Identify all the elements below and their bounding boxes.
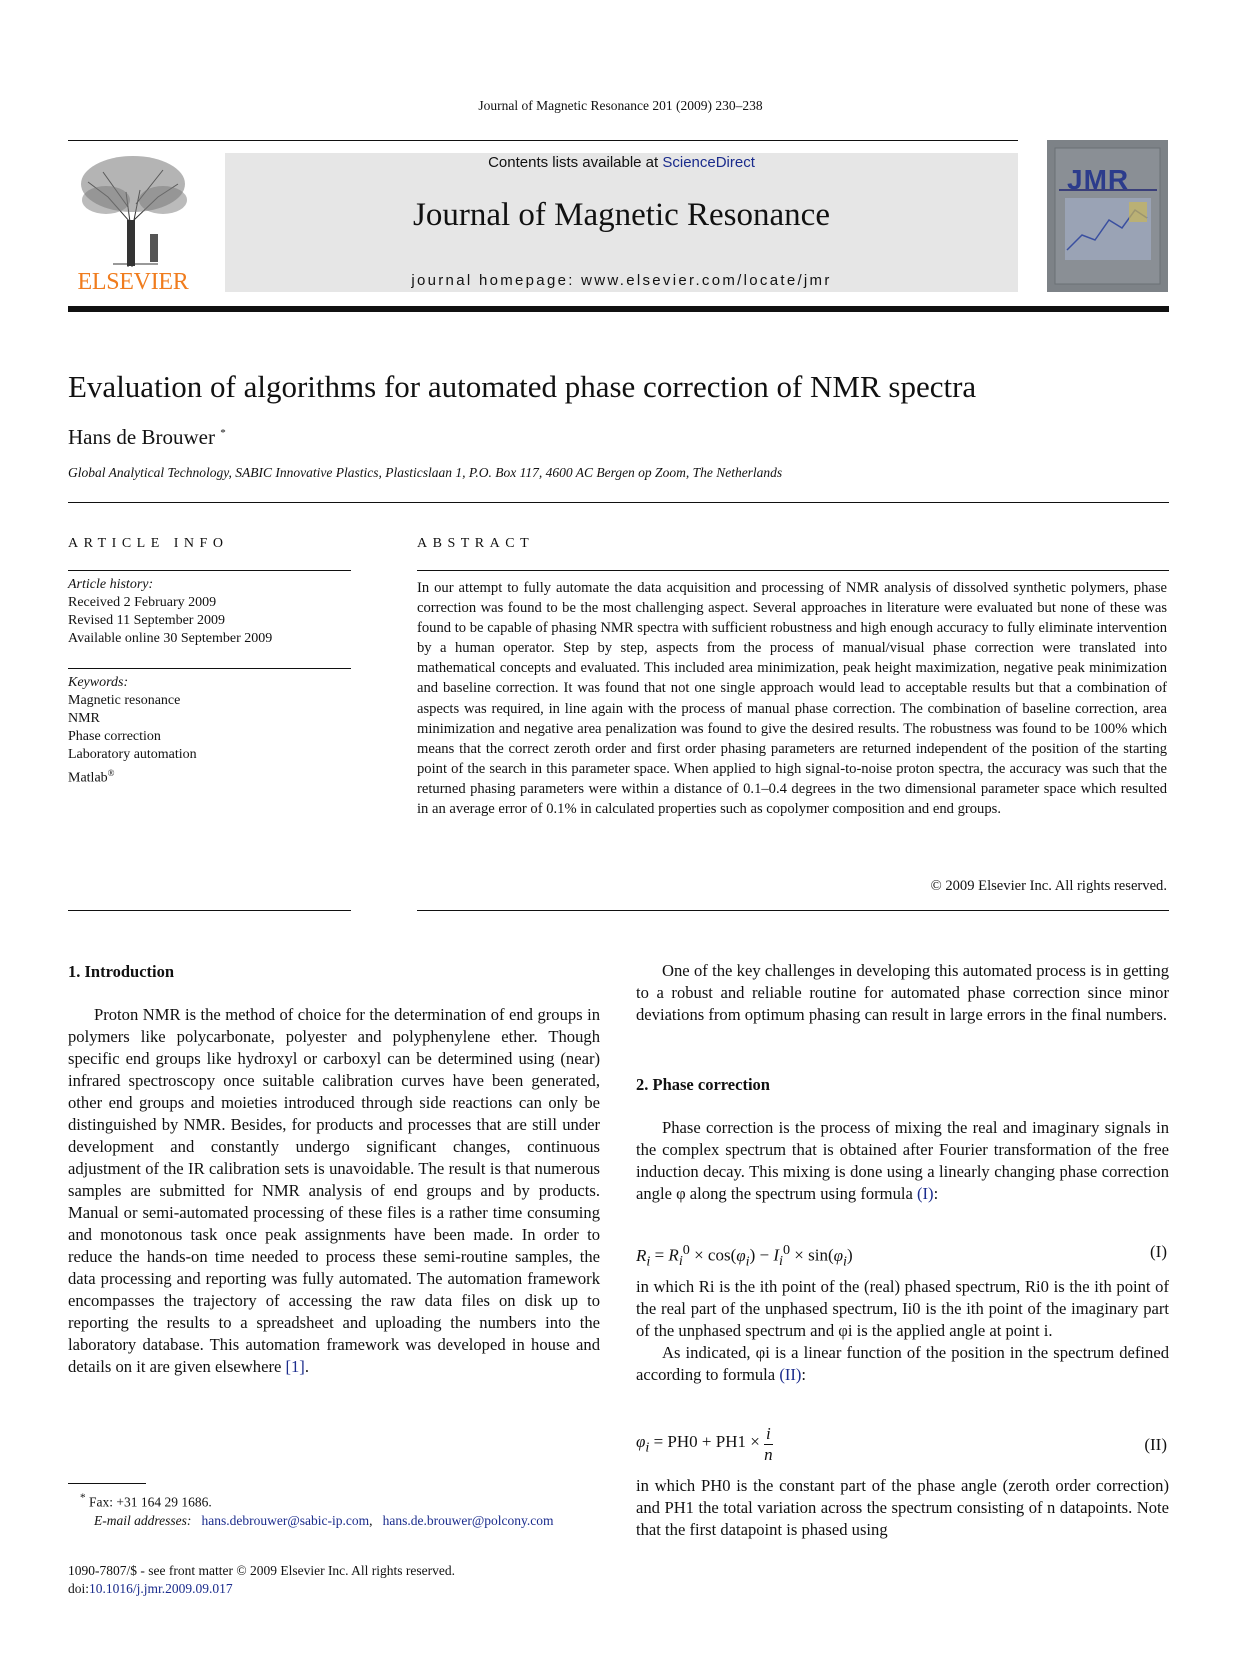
journal-homepage[interactable]: journal homepage: www.elsevier.com/locate/jmr	[411, 272, 832, 289]
journal-cover-image	[1047, 140, 1168, 292]
abstract-bottom-rule	[417, 910, 1169, 911]
history-received: Received 2 February 2009	[68, 595, 217, 610]
doi-line	[68, 1580, 233, 1598]
header-thick-rule	[68, 306, 1169, 312]
intro-para1-end: .	[304, 1357, 309, 1376]
author-name: Hans de Brouwer	[68, 425, 215, 449]
journal-name: Journal of Magnetic Resonance	[413, 197, 830, 233]
article-info-rule	[68, 570, 351, 571]
email-label: E-mail addresses:	[94, 1512, 192, 1528]
phase-para1-end: :	[933, 1184, 939, 1203]
cover-jmr-text: JMR	[1067, 164, 1130, 195]
phase-paragraph-1	[636, 1117, 1169, 1205]
title-rule	[68, 502, 1169, 503]
phase-paragraph-4	[636, 1475, 1169, 1541]
email-link-polcony[interactable]: hans.de.brouwer@polcony.com	[382, 1512, 554, 1528]
phase-para1-text: Phase correction is the process of mixing the real and imaginary signals in the complex spectrum that is obtained after Fourier transformation of the free induction decay. This mixing is done using a linearly changing phase correction angle φ along the spectrum using formula	[636, 1118, 1169, 1203]
equation-1: $R_i = R_i^0 \times \cos(\varphi_i) - I_i^0 \times \sin(\varphi_i)$	[636, 1242, 853, 1270]
keyword-item: Laboratory automation	[68, 747, 197, 762]
email-link-sabic[interactable]: hans.debrouwer@sabic-ip.com	[201, 1512, 370, 1528]
formula-link-2[interactable]: (II)	[779, 1365, 802, 1384]
reference-link-1[interactable]: [1]	[285, 1357, 305, 1376]
footnote-fax: Fax: +31 164 29 1686.	[89, 1494, 212, 1510]
intro-para1-text: Proton NMR is the method of choice for the determination of end groups in polymers like polycarbonate, polyester and polyphenylene ether. Though specific end groups like hydroxyl or carboxyl can be determined using (near) infrared spectroscopy once suitable calibration curves have been generated, other end groups and moieties introduced through side reactions can only be distinguished by NMR. Besides, for products and processes that are still under development and constantly undergo significant changes, continuous adjustment of the IR calibration sets is unavoidable. The result is that numerous samples are submitted for NMR analysis of end groups and by products. Manual or semi-automated processing of these files is a rather time consuming and monotonous task once peak assignments have been made. In order to reduce the hands-on time needed to process these semi-routine samples, the data processing and reporting was fully automated. The automation framework encompasses the trajectory of accessing the raw data files on disk up to reporting the results to a spreadsheet and uploading the numbers into the laboratory database. This automation framework was developed in house and details on it are given elsewhere	[68, 1005, 600, 1376]
sciencedirect-link[interactable]: ScienceDirect	[662, 154, 755, 171]
intro-paragraph	[68, 1004, 600, 1378]
doi-link[interactable]: 10.1016/j.jmr.2009.09.017	[89, 1581, 233, 1596]
article-title: Evaluation of algorithms for automated phase correction of NMR spectra	[68, 369, 977, 404]
phase-para3-text: As indicated, φi is a linear function of the position in the spectrum defined according to formula	[636, 1343, 1169, 1384]
contents-prefix: Contents lists available at	[488, 154, 663, 171]
article-history	[68, 576, 272, 648]
keywords-label: Keywords:	[68, 675, 129, 690]
history-online: Available online 30 September 2009	[68, 631, 273, 646]
keyword-item: Magnetic resonance	[68, 693, 181, 708]
article-info-heading: ARTICLE INFO	[68, 536, 229, 551]
keywords-rule	[68, 668, 351, 669]
author	[68, 425, 226, 450]
issn-line: 1090-7807/$ - see front matter © 2009 Elsevier Inc. All rights reserved.	[68, 1563, 456, 1578]
keyword-item: NMR	[68, 711, 100, 726]
doi-prefix: doi:	[68, 1581, 90, 1596]
footnote-mark: *	[80, 1492, 86, 1504]
section-heading-phase-correction: 2. Phase correction	[636, 1075, 770, 1094]
history-label: Article history:	[68, 577, 154, 592]
header-rule	[68, 140, 1018, 141]
abstract-text: In our attempt to fully automate the data acquisition and processing of NMR analysis of dissolved synthetic polymers, phase correction was found to be the most challenging aspect. Several approaches in literature were evaluated but none of these was found to be capable of phasing NMR spectra with sufficient robustness and high enough accuracy to fully eliminate intervention by a human operator. Step by step, aspects from the process of manual/visual phase correction were translated into mathematical concepts and evaluated. This included area minimization, peak height maximization, negative peak minimization and baseline correction. It was found that not one single approach would lead to acceptable results but that a combination of aspects was required, in line again with the process of manual phase correction. The combination of baseline correction, area minimization and negative area penalization was found to give the desired results. The robustness was found to be 100% which means that the correct zeroth order and first order phasing parameters are returned independent of the position of the starting point of the search in this parameter space. When applied to high signal-to-noise proton spectra, the accuracy was such that the returned phasing parameters were within a distance of 0.1–0.4 degrees in the two dimensional parameter space which resulted in an average error of 0.1% in calculated properties such as copolymer composition and end groups.	[417, 580, 1167, 818]
abstract-heading: ABSTRACT	[417, 536, 535, 551]
footnote: * Fax: +31 164 29 1686. E-mail addresses: hans.debrouwer@sabic-ip.com, hans.de.brouwer@polcony.com	[80, 1492, 554, 1528]
phase-para3-end: :	[801, 1365, 807, 1384]
journal-reference: Journal of Magnetic Resonance 201 (2009) 230–238	[478, 98, 763, 113]
keyword-item: Phase correction	[68, 729, 161, 744]
intro-paragraph-2	[636, 960, 1169, 1026]
equation-2-number: (II)	[1144, 1435, 1167, 1454]
phase-para2-text: in which Ri is the ith point of the (real) phased spectrum, Ri0 is the ith point of the real part of the unphased spectrum, Ii0 is the ith point of the imaginary part of the unphased spectrum and φi is the applied angle at point i.	[636, 1277, 1169, 1340]
phase-para4-text: in which PH0 is the constant part of the phase angle (zeroth order correction) and PH1 the total variation across the spectrum consisting of n datapoints. Note that the first datapoint is phased using	[636, 1476, 1169, 1539]
author-footnote-mark[interactable]: *	[220, 427, 226, 439]
footnote-rule	[68, 1483, 146, 1484]
contents-line	[225, 154, 1018, 171]
history-revised: Revised 11 September 2009	[68, 613, 225, 628]
registered-mark: ®	[107, 768, 115, 778]
keyword-item: Matlab	[68, 770, 108, 786]
abstract-copyright: © 2009 Elsevier Inc. All rights reserved.	[930, 878, 1167, 894]
elsevier-logo-text: ELSEVIER	[77, 269, 189, 295]
equation-2: $\varphi_i = PH0 + PH1 \times \frac{i}{n}$	[636, 1424, 773, 1464]
abstract-rule	[417, 570, 1169, 571]
article-info-bottom-rule	[68, 910, 351, 911]
formula-link-1[interactable]: (I)	[917, 1184, 934, 1203]
keywords	[68, 674, 197, 788]
affiliation: Global Analytical Technology, SABIC Innovative Plastics, Plasticslaan 1, P.O. Box 117, 4600 AC Bergen op Zoom, The Netherlands	[68, 465, 783, 480]
intro-para2-text: One of the key challenges in developing this automated process is in getting to a robust and reliable routine for automated phase correction since minor deviations from optimum phasing can result in large errors in the final numbers.	[636, 961, 1169, 1024]
section-heading-introduction: 1. Introduction	[68, 962, 175, 981]
equation-1-number: (I)	[1150, 1242, 1167, 1261]
phase-paragraph-2	[636, 1276, 1169, 1386]
